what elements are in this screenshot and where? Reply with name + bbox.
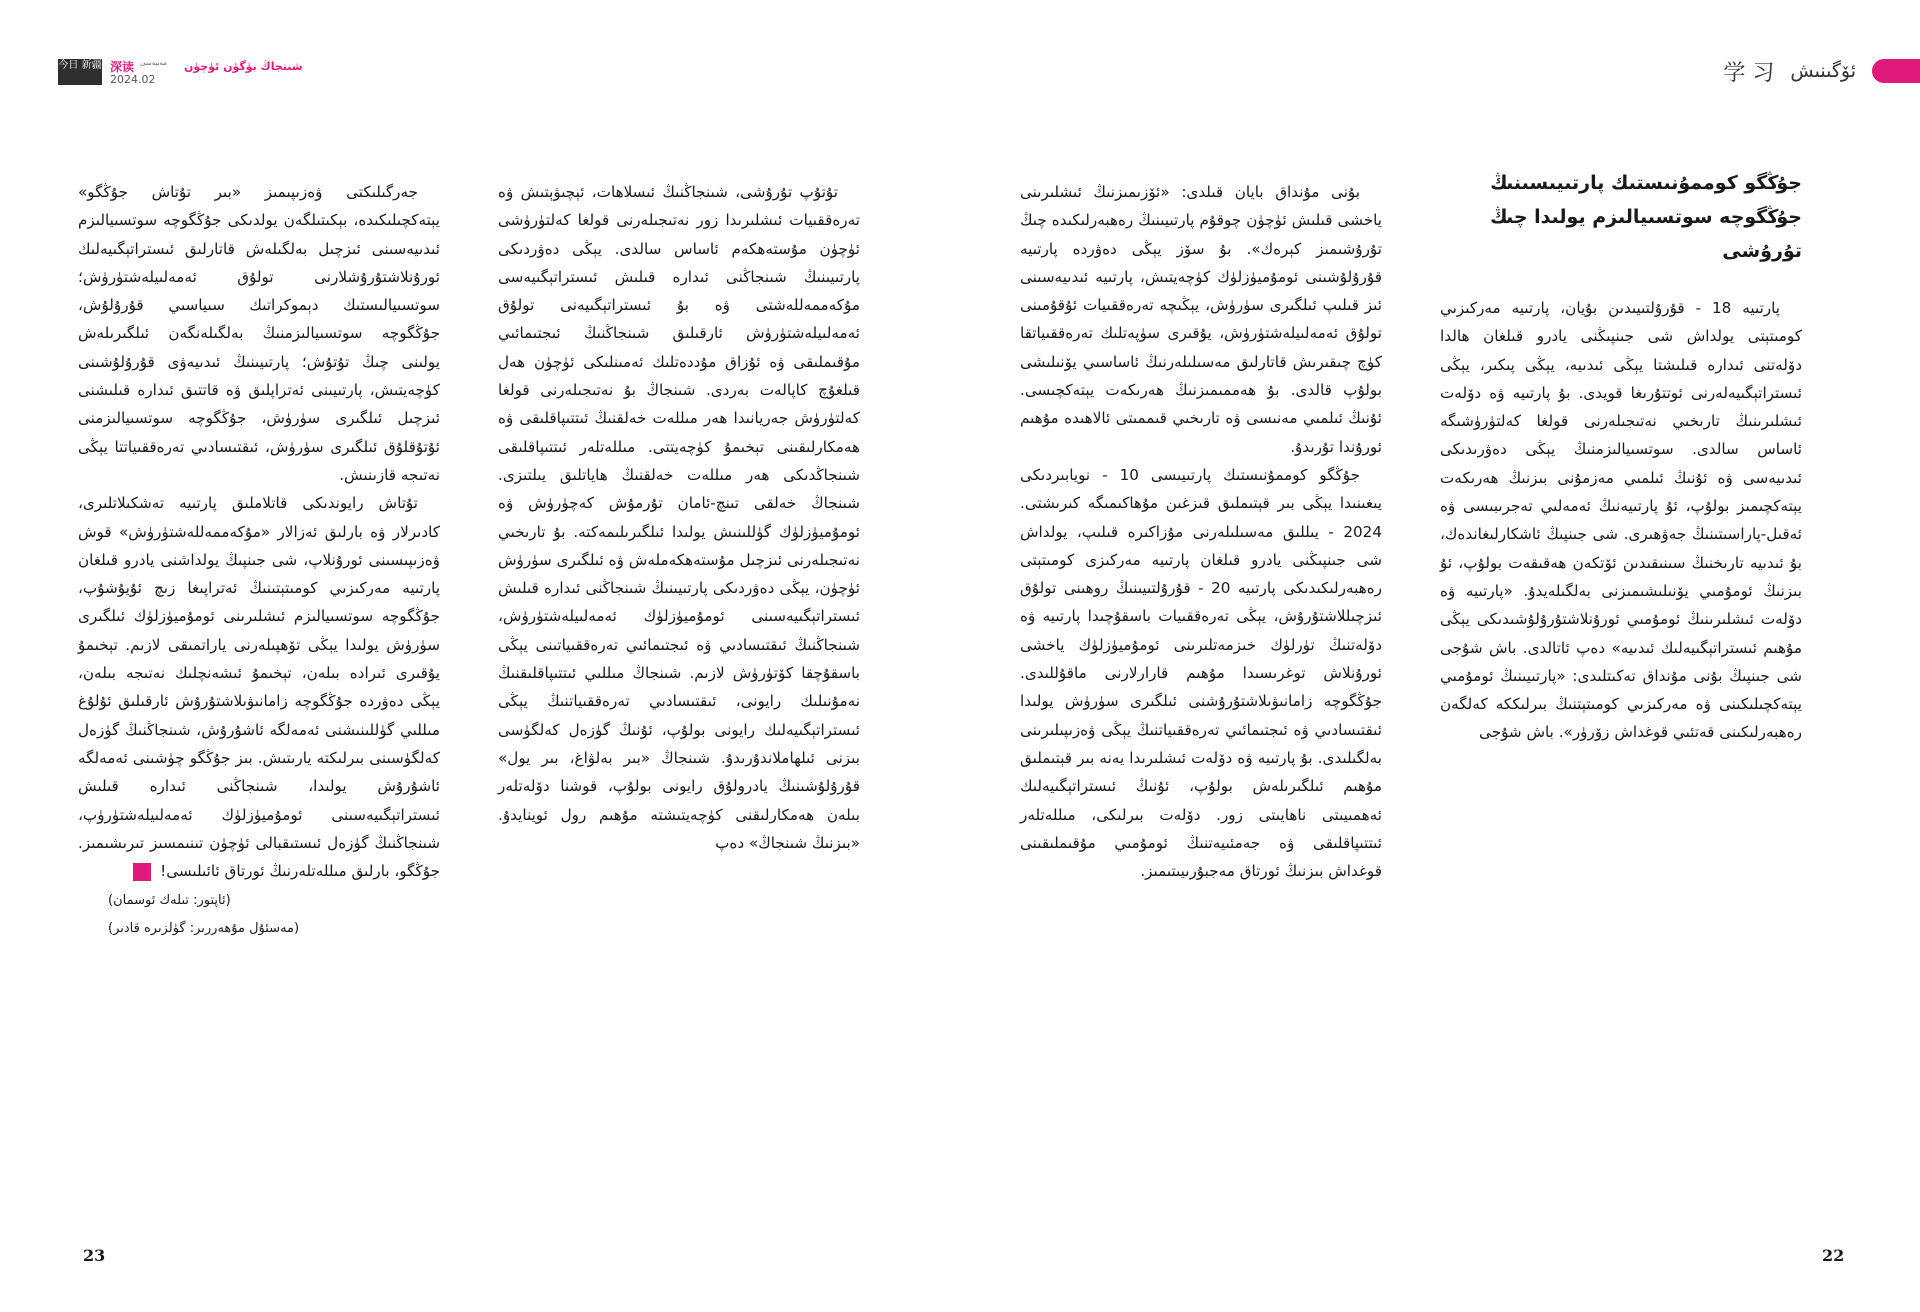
left-page-header [58,58,303,86]
paragraph: تۇتۇپ تۇرۇشى، شىنجاڭنىڭ ئىسلاھات، ئېچىۋېتىش ۋە تەرەققىيات ئىشلىرىدا زور نەتىجىلەرنى قولغا كەلتۈرۈشى ئۈچۈن مۇستەھكەم ئاساس سالدى. يېڭى دەۋردىكى پارتىيىنىڭ شىنجاڭنى ئىدارە قىلىش ئىستراتېگىيەسى مۇكەممەللەشتى ۋە بۇ ئىستراتېگىيەنى تولۇق ئەمەلىيلەشتۈرۈش ئارقىلىق شىنجاڭنىڭ ئىجتىمائىي مۇقىملىقى ۋە ئۇزاق مۇددەتلىك ئەمىنلىكى ئۈچۈن ھەل قىلغۇچ كاپالەت بەردى. شىنجاڭ بۇ نەتىجىلەرنى قولغا كەلتۈرۈش جەريانىدا ھەر مىللەت خەلقنىڭ ئىتتىپاقلىقى ۋە ھەمكارلىقىنى تېخىمۇ كۈچەيتتى. مىللەتلەر ئىتتىپاقلىقى شىنجاڭدىكى ھەر مىللەت خەلقنىڭ ھاياتلىق يىلتىزى. شىنجاڭ خەلقى تىنچ-ئامان تۇرمۇش كەچۈرۈش ۋە ئومۇميۈزلۈك گۈللىنىش يولىدا ئىلگىرىلىمەكتە. بۇ تارىخىي نەتىجىلەرنى ئىزچىل مۇستەھكەملەش ۋە ئىلگىرى سۈرۈش ئۈچۈن، يېڭى دەۋردىكى پارتىيىنىڭ شىنجاڭنى ئىدارە قىلىش ئىستراتېگىيەسىنى ئومۇميۈزلۈك ئەمەلىيلەشتۈرۈش، شىنجاڭنىڭ ئىقتىسادىي ۋە ئىجتىمائىي تەرەققىياتىنى يېڭى باسقۇچقا كۆتۈرۈش لازىم. شىنجاڭ مىللىي ئىتتىپاقلىقنىڭ نەمۇنىلىك رايونى، ئىقتىسادىي تەرەققىياتنىڭ يېڭى ئىستراتېگىيەلىك رايونى بولۇپ، ئۇنىڭ گۈزەل كەلگۈسى بىزنى ئىلھاملاندۇرىدۇ. شىنجاڭ «بىر بەلۋاغ، بىر يول» قۇرۇلۇشىنىڭ يادرولۇق رايونى بولۇپ، قوشنا دۆلەتلەر بىلەن ھەمكارلىقنى كۈچەيتىشتە مۇھىم رول ئوينايدۇ. «بىزنىڭ شىنجاڭ» دەپ [498,183,860,852]
right-page-header [1723,54,1920,88]
article-column-2 [1020,178,1382,885]
section-sublabel: مەنبەسى [140,59,168,67]
section-tab-marker [1872,59,1920,83]
paragraph [78,489,440,885]
article-column-1 [1440,166,1802,747]
author-credit: (ئاپتور: تىلەك ئوسمان) [108,893,231,909]
article-column-4 [78,178,440,941]
issue-date: 2024.02 [110,73,156,86]
article-column-3 [498,178,860,857]
article-heading: جۇڭگو كوممۇنىستىك پارتىيىسىنىڭ جۇڭگوچە سوتسىيالىزم يولىدا چىڭ تۇرۇشى [1490,172,1802,262]
editor-credit: (مەسئۇل مۇھەررىر: گۈلزىرە قادىر) [108,921,300,937]
section-chinese-label: 学 习 [1723,60,1775,86]
paragraph: پارتىيە 18 - قۇرۇلتىيىدىن بۇيان، پارتىيە مەركىزىي كومىتېتى يولداش شى جىنپىڭنى يادرو قىلغان ھالدا دۆلەتنى ئىدارە قىلىشتا يېڭى ئىدىيە، يېڭى پىكىر، يېڭى ئىستراتېگىيەلەرنى ئوتتۇرىغا قويدى. بۇ پارتىيە ۋە دۆلەت ئىشلىرىنىڭ تارىخىي نەتىجىلەرنى قولغا كەلتۈرۈشىگە ئاساس سالدى. سوتسىيالىزمنىڭ يېڭى دەۋرىدىكى ئىدىيەسى ۋە ئۇنىڭ ئىلمىي مەزمۇنى بىزنىڭ ھەرىكەت يېتەكچىمىز بولۇپ، ئۇ پارتىيەنىڭ ئەمەلىي تەجرىبىسى ۋە ئەقىل-پاراسىتىنىڭ جەۋھىرى. شى جىنپىڭ ئاشكارلىغاندەك، بۇ ئىدىيە تارىخنىڭ سىنىقىدىن ئۆتكەن ھەقىقەت بولۇپ، ئۇ بىزنىڭ ئومۇمىي يۆنىلىشىمىزنى بەلگىلەيدۇ. «پارتىيە ۋە دۆلەت ئىشلىرىنىڭ ئومۇمىي ئورۇنلاشتۇرۇلۇشىدىكى يېڭى مۇھىم ئىستراتېگىيەلىك ئىدىيە» دەپ ئاتالدى. باش شۇجى شى جىنپىڭ بۇنى مۇنداق تەكىتلىدى: «پارتىيىنىڭ ئومۇمىي يېتەكچىلىكىنى ۋە مەركىزىي كومىتېتنىڭ بىرلىككە كەلگەن رەھبەرلىكىنى قەتئىي قوغداش زۆرۈر». باش شۇجى [1440,299,1802,742]
page-number-right: 22 [1822,1246,1845,1265]
end-of-article-icon: L [133,863,151,881]
magazine-logo: 今日 新疆 [58,59,102,85]
paragraph: جۇڭگو كوممۇنىستىك پارتىيىسى 10 - نويابىردىكى يىغىنىدا يېڭى بىر قېتىملىق قىزغىن مۇھاكىمىگە كىرىشتى. 2024 - يىللىق مەسىلىلەرنى مۇزاكىرە قىلىپ، يولداش شى جىنپىڭنى يادرو قىلغان پارتىيە مەركىزى كومىتېتى رەھبەرلىكىدىكى پارتىيە 20 - قۇرۇلتىيىنىڭ روھىنى تولۇق ئىزچىللاشتۇرۇش، يېڭى تەرەققىيات باسقۇچىدا پارتىيە ۋە دۆلەتنىڭ تۈرلۈك خىزمەتلىرىنى ئومۇميۈزلۈك ياخشى ئورۇنلاش توغرىسىدا مۇھىم قارارلارنى ماقۇللىدى. جۇڭگوچە زامانىۋىلاشتۇرۇشنى ئىلگىرى سۈرۈش يولىدا ئىقتىسادىي ۋە ئىجتىمائىي تەرەققىياتنىڭ يېڭى ۋەزىپىلىرىنى بەلگىلىدى. بۇ پارتىيە ۋە دۆلەت ئىشلىرىدا يەنە بىر قېتىملىق مۇھىم ئىلگىرىلەش بولۇپ، ئۇنىڭ ئىستراتېگىيەلىك ئەھمىيىتى ناھايىتى زور. دۆلەت بىرلىكى، مىللەتلەر ئىتتىپاقلىقى ۋە جەمئىيەتنىڭ ئومۇمىي مۇقىملىقىنى قوغداش بىزنىڭ ئورتاق مەجبۇرىيىتىمىز. [1020,465,1382,881]
paragraph: جەرگىلىكتى ۋەزىپىمىز «بىر تۇتاش جۇڭگو» يېتەكچىلىكىدە، بېكىتىلگەن يولدىكى جۇڭگوچە سوتسىيالىزم ئىدىيەسىنى ئىزچىل بەلگىلەش قاتارلىق ئىستراتېگىيەلىك ئورۇنلاشتۇرۇشلارنى تولۇق ئەمەلىيلەشتۈرۈش؛ سوتسىيالىستىك دېموكراتىك سىياسىي قۇرۇلۇش، جۇڭگوچە سوتسىيالىزمنىڭ بەلگىلەنگەن ئىلگىرىلەش يولىنى چىڭ تۇتۇش؛ پارتىيىنىڭ ئىدىيەۋى قۇرۇلۇشىنى كۈچەيتىش، پارتىيىنى ئەتراپلىق ۋە قاتتىق ئىدارە قىلىشنى ئىزچىل ئىلگىرى سۈرۈش، جۇڭگوچە سوتسىيالىزمنى ئۇتۇقلۇق ئىلگىرى سۈرۈش، ئىقتىسادىي تەرەققىياتتا يېڭى نەتىجە قازىنىش. [78,183,440,484]
header-text-group [108,58,178,86]
section-uyghur-label: ئۆگىنىش [1790,60,1856,82]
paragraph: بۇنى مۇنداق بايان قىلدى: «ئۆزىمىزنىڭ ئىشلىرىنى ياخشى قىلىش ئۈچۈن چوقۇم پارتىيىنىڭ رەھبەرلىكىدە چىڭ تۇرۇشىمىز كېرەك». بۇ سۆز يېڭى دەۋردە پارتىيە قۇرۇلۇشىنى ئومۇميۈزلۈك كۈچەيتىش، پارتىيە ئىدىيەسىنى ئىز قىلىپ ئىلگىرى سۈرۈش، يېڭىچە تەرەققىيات ئۇقۇمىنى تولۇق ئەمەلىيلەشتۈرۈش، يۇقىرى سۈپەتلىك تەرەققىياتقا كۈچ چىقىرىش قاتارلىق مەسىلىلەرنىڭ ئاساسىي يۆنىلىشى بولۇپ قالدى. بۇ ھەممىمىزنىڭ ھەرىكەت يېتەكچىسى. ئۇنىڭ ئىلمىي مەنىسى ۋە تارىخىي قىممىتى ئالاھىدە مۇھىم ئورۇندا تۇرىدۇ. [1020,183,1382,456]
page-number-left: 23 [83,1246,106,1265]
section-label: 深读 [110,60,135,74]
paragraph-text: تۇتاش رايوندىكى قاتلاملىق پارتىيە تەشكىلاتلىرى، كادىرلار ۋە بارلىق ئەزالار «مۇكەممەللەشتۈرۈش» قوش ۋەزىپىسىنى ئورۇنلاپ، شى جىنپىڭ يولداشنى يادرو قىلغان پارتىيە مەركىزىي كومىتېتىنىڭ ئەتراپىغا زىچ ئۇيۇشۇپ، جۇڭگوچە سوتسىيالىزم ئىشلىرىنى ئومۇميۈزلۈك ئىلگىرى سۈرۈش يولىدا يېڭى تۆھپىلەرنى ياراتمىقى لازىم. تېخىمۇ يۇقىرى ئىرادە بىلەن، تېخىمۇ ئىشەنچلىك نەتىجە بىلەن، يېڭى دەۋردە جۇڭگوچە زامانىۋىلاشتۇرۇش ئارقىلىق ئۇلۇغ مىللىي گۈللىنىشنى ئەمەلگە ئاشۇرۇش، شىنجاڭنىڭ گۈزەل كەلگۈسىنى بىرلىكتە يارىتىش. بىز جۇڭگو چۈشىنى ئەمەلگە ئاشۇرۇش يولىدا، شىنجاڭنى ئىدارە قىلىش ئىستراتېگىيەسىنى ئومۇميۈزلۈك ئەمەلىيلەشتۈرۈپ، شىنجاڭنىڭ گۈزەل ئىستىقبالى ئۈچۈن تىنىمسىز تىرىشىمىز. جۇڭگو، بارلىق مىللەتلەرنىڭ ئورتاق ئائىلىسى! [78,494,440,881]
magazine-title: شىنجاڭ بۈگۈن ئۈچۈن [184,59,303,73]
